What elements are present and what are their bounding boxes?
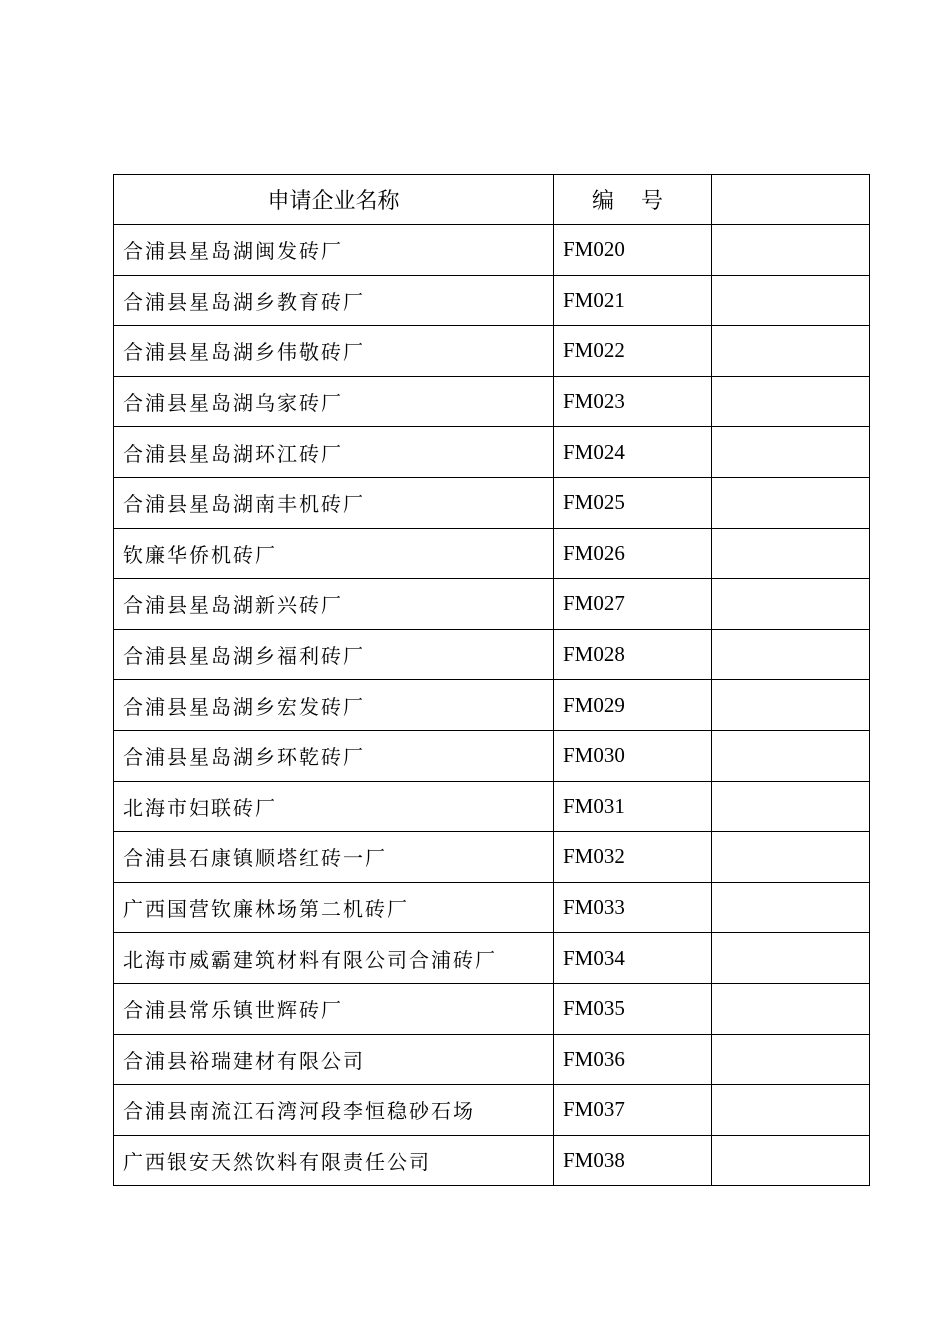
table-row <box>114 933 870 984</box>
enterprise-name-cell: 合浦县南流江石湾河段李恒稳砂石场 <box>114 1085 554 1136</box>
code-cell: FM030 <box>554 730 712 781</box>
header-code: 编 号 <box>554 175 712 225</box>
table-header-row <box>114 175 870 225</box>
blank-cell <box>712 326 870 377</box>
code-cell: FM024 <box>554 427 712 478</box>
blank-cell <box>712 781 870 832</box>
blank-cell <box>712 376 870 427</box>
enterprise-name-cell: 合浦县星岛湖新兴砖厂 <box>114 579 554 630</box>
header-enterprise-name: 申请企业名称 <box>114 175 554 225</box>
table-row <box>114 629 870 680</box>
table-row <box>114 832 870 883</box>
enterprise-name-cell: 合浦县星岛湖乡环乾砖厂 <box>114 730 554 781</box>
blank-cell <box>712 1085 870 1136</box>
table-row <box>114 427 870 478</box>
enterprise-name-cell: 合浦县星岛湖闽发砖厂 <box>114 225 554 276</box>
table-row <box>114 579 870 630</box>
blank-cell <box>712 629 870 680</box>
blank-cell <box>712 832 870 883</box>
table-row <box>114 781 870 832</box>
enterprise-name-cell: 合浦县石康镇顺塔红砖一厂 <box>114 832 554 883</box>
enterprise-name-cell: 合浦县星岛湖乡伟敬砖厂 <box>114 326 554 377</box>
enterprise-name-cell: 合浦县星岛湖乡宏发砖厂 <box>114 680 554 731</box>
table-row <box>114 680 870 731</box>
code-cell: FM028 <box>554 629 712 680</box>
code-cell: FM034 <box>554 933 712 984</box>
code-cell: FM035 <box>554 983 712 1034</box>
header-blank <box>712 175 870 225</box>
enterprise-table <box>113 174 870 1186</box>
blank-cell <box>712 933 870 984</box>
table-row <box>114 882 870 933</box>
table-row <box>114 376 870 427</box>
table-row <box>114 1135 870 1186</box>
table-row <box>114 1034 870 1085</box>
enterprise-name-cell: 北海市威霸建筑材料有限公司合浦砖厂 <box>114 933 554 984</box>
table-row <box>114 477 870 528</box>
enterprise-name-cell: 合浦县星岛湖乡教育砖厂 <box>114 275 554 326</box>
code-cell: FM038 <box>554 1135 712 1186</box>
enterprise-name-cell: 广西银安天然饮料有限责任公司 <box>114 1135 554 1186</box>
blank-cell <box>712 730 870 781</box>
enterprise-name-cell: 合浦县常乐镇世辉砖厂 <box>114 983 554 1034</box>
code-cell: FM032 <box>554 832 712 883</box>
enterprise-name-cell: 广西国营钦廉林场第二机砖厂 <box>114 882 554 933</box>
blank-cell <box>712 983 870 1034</box>
code-cell: FM026 <box>554 528 712 579</box>
blank-cell <box>712 275 870 326</box>
table-row <box>114 225 870 276</box>
enterprise-name-cell: 北海市妇联砖厂 <box>114 781 554 832</box>
code-cell: FM027 <box>554 579 712 630</box>
blank-cell <box>712 427 870 478</box>
blank-cell <box>712 882 870 933</box>
code-cell: FM036 <box>554 1034 712 1085</box>
table-row <box>114 528 870 579</box>
blank-cell <box>712 1034 870 1085</box>
blank-cell <box>712 528 870 579</box>
code-cell: FM022 <box>554 326 712 377</box>
table-row <box>114 730 870 781</box>
blank-cell <box>712 477 870 528</box>
enterprise-name-cell: 钦廉华侨机砖厂 <box>114 528 554 579</box>
code-cell: FM037 <box>554 1085 712 1136</box>
blank-cell <box>712 680 870 731</box>
enterprise-name-cell: 合浦县星岛湖乌家砖厂 <box>114 376 554 427</box>
code-cell: FM020 <box>554 225 712 276</box>
table-row <box>114 326 870 377</box>
enterprise-name-cell: 合浦县裕瑞建材有限公司 <box>114 1034 554 1085</box>
code-cell: FM023 <box>554 376 712 427</box>
code-cell: FM031 <box>554 781 712 832</box>
enterprise-name-cell: 合浦县星岛湖环江砖厂 <box>114 427 554 478</box>
code-cell: FM033 <box>554 882 712 933</box>
table-row <box>114 1085 870 1136</box>
table-row <box>114 983 870 1034</box>
enterprise-name-cell: 合浦县星岛湖南丰机砖厂 <box>114 477 554 528</box>
blank-cell <box>712 1135 870 1186</box>
code-cell: FM025 <box>554 477 712 528</box>
enterprise-name-cell: 合浦县星岛湖乡福利砖厂 <box>114 629 554 680</box>
code-cell: FM021 <box>554 275 712 326</box>
table-row <box>114 275 870 326</box>
code-cell: FM029 <box>554 680 712 731</box>
blank-cell <box>712 579 870 630</box>
blank-cell <box>712 225 870 276</box>
